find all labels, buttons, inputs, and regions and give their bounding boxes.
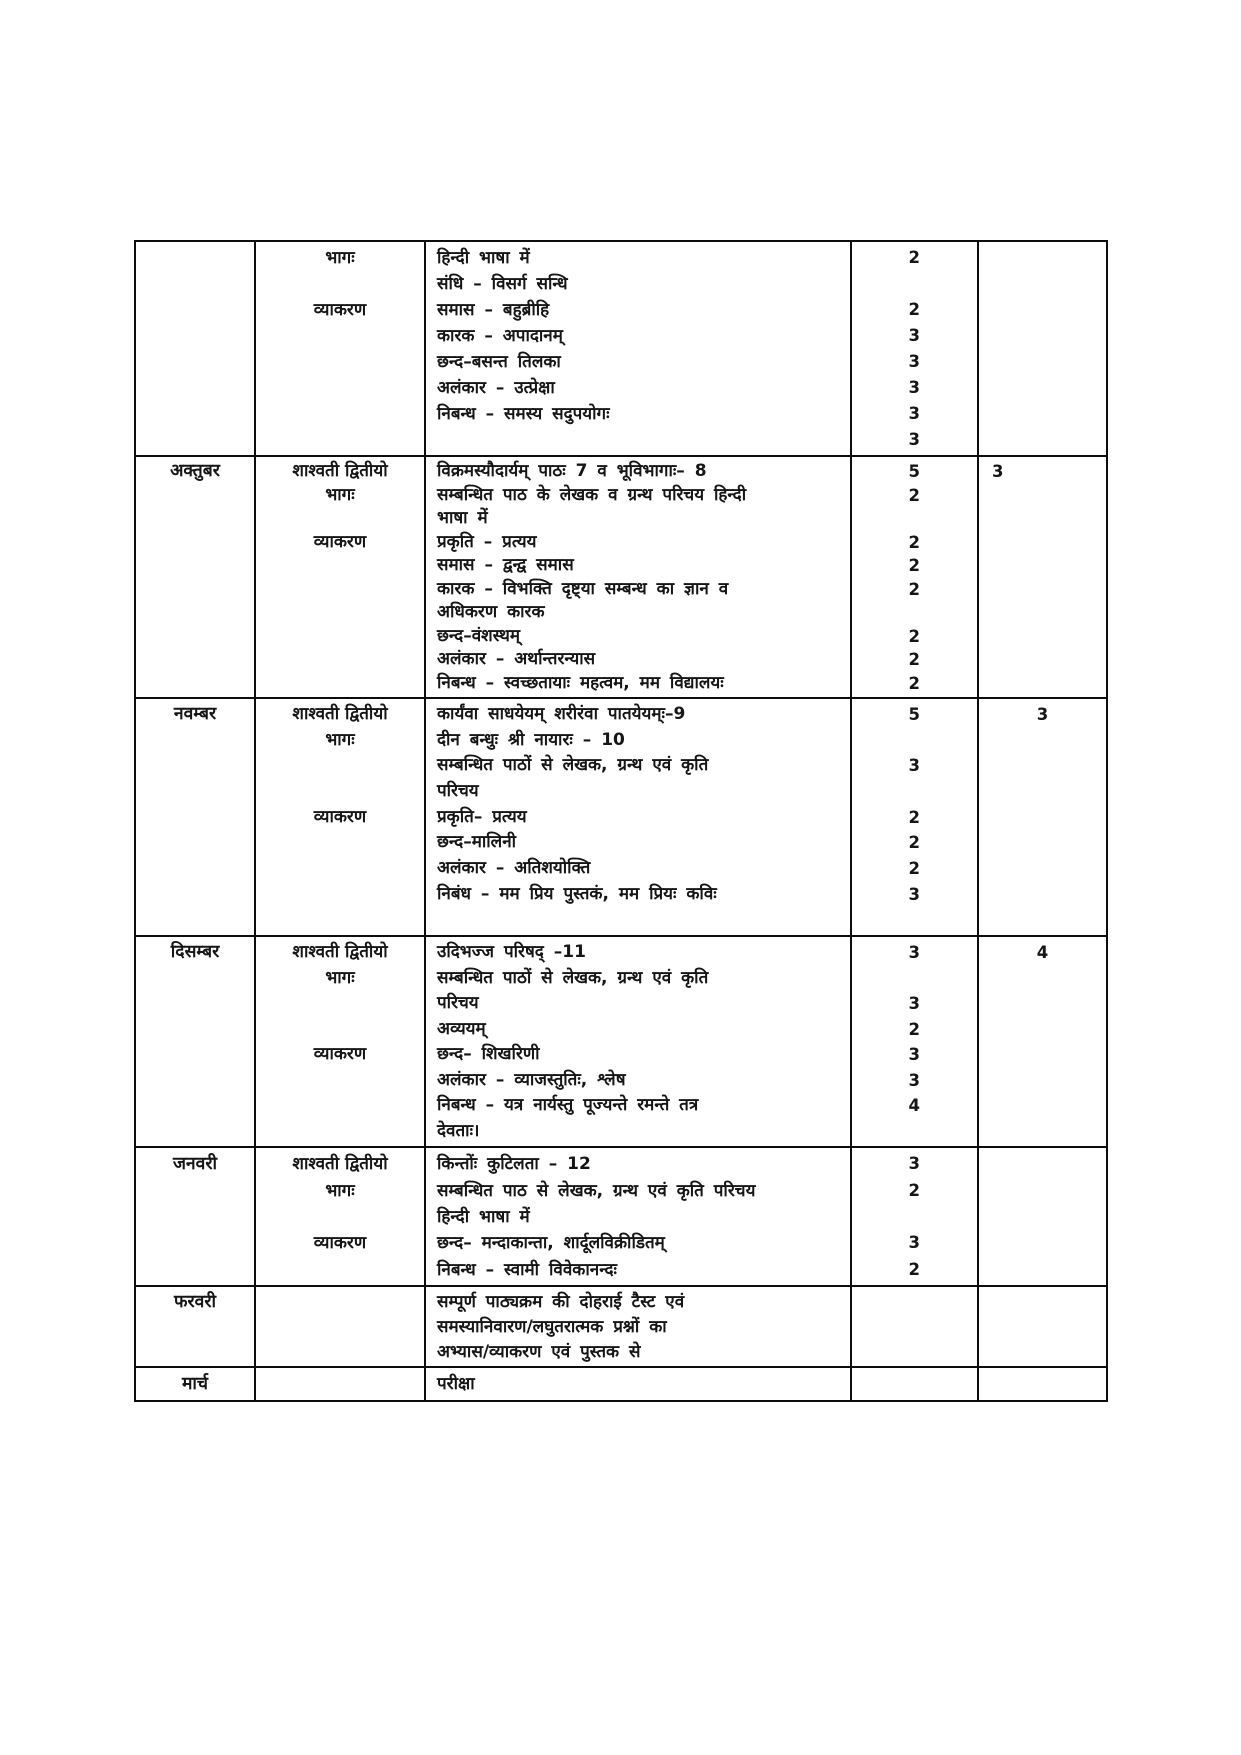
book-line-empty — [256, 554, 424, 578]
month-label: मार्च — [181, 1374, 209, 1395]
content-line: परिचय — [437, 993, 479, 1014]
book-line: भागः — [325, 1180, 355, 1201]
content-line: छन्द– शिखरिणी — [437, 1044, 540, 1065]
content-line: निबंध – मम प्रिय पुस्तकं, मम प्रियः कविः — [437, 883, 717, 904]
tests-value: 4 — [1036, 943, 1049, 963]
book-line-empty — [256, 401, 424, 427]
book-cell — [255, 1147, 425, 1286]
book-line-empty — [256, 1119, 424, 1145]
tests-value-empty — [979, 1371, 1106, 1398]
book-line: भागः — [325, 484, 355, 505]
book-line-empty — [256, 672, 424, 696]
table-row — [135, 698, 1107, 936]
book-line-empty — [256, 1371, 424, 1398]
marks-value-empty — [852, 1315, 977, 1340]
book-line-empty — [256, 601, 424, 625]
content-line: प्रकृति – प्रत्यय — [437, 531, 537, 552]
content-line: सम्बन्धित पाठ के लेखक व ग्रन्थ परिचय हिन्दी — [437, 484, 747, 505]
book-line-empty — [256, 1068, 424, 1094]
content-line-empty — [426, 908, 850, 934]
book-line-empty — [256, 830, 424, 856]
content-line: कारक – विभक्ति दृष्ट्या सम्बन्ध का ज्ञान व — [437, 578, 729, 599]
content-line: कार्यंवा साधयेयम् शरीरंवा पातयेयम्ः–9 — [437, 704, 686, 724]
book-line-empty — [256, 375, 424, 401]
marks-value: 3 — [908, 404, 921, 423]
marks-value: 3 — [908, 352, 921, 371]
content-line: सम्बन्धित पाठों से लेखक, ग्रन्थ एवं कृति — [437, 967, 709, 988]
marks-value-empty — [852, 779, 977, 805]
marks-value: 3 — [908, 326, 921, 345]
tests-value-empty — [979, 245, 1106, 271]
marks-cell — [851, 1147, 978, 1286]
book-line-empty — [256, 271, 424, 297]
content-line: सम्बन्धित पाठों से लेखक, ग्रन्थ एवं कृति — [437, 755, 709, 776]
book-line-empty — [256, 1204, 424, 1230]
month-cell — [135, 1147, 255, 1286]
book-line: भागः — [325, 967, 355, 988]
tests-cell — [978, 241, 1107, 456]
content-line: निबन्ध – समस्य सदुपयोगः — [437, 404, 610, 424]
content-line-empty — [426, 427, 850, 453]
month-cell — [135, 456, 255, 698]
tests-cell — [978, 1286, 1107, 1367]
tests-cell — [978, 936, 1107, 1147]
content-line: अभ्यास/व्याकरण एवं पुस्तक से — [437, 1341, 641, 1362]
month-label-empty — [136, 245, 254, 271]
content-line: छन्द–वंशस्थम् — [437, 625, 521, 646]
table-row — [135, 936, 1107, 1147]
content-line: छन्द–मालिनी — [437, 832, 517, 853]
book-cell — [255, 936, 425, 1147]
book-line-empty — [256, 1315, 424, 1340]
content-cell — [425, 1367, 851, 1401]
marks-value: 5 — [908, 462, 921, 481]
book-line: व्याकरण — [313, 1233, 367, 1254]
book-line: शाश्वती द्वितीयो — [292, 1154, 388, 1175]
table-row — [135, 456, 1107, 698]
book-cell — [255, 1286, 425, 1367]
marks-value: 2 — [908, 556, 921, 575]
book-line-empty — [256, 1017, 424, 1043]
book-line-empty — [256, 578, 424, 602]
content-line: निबन्ध – स्वच्छतायाः महत्वम, मम विद्यालयः — [437, 672, 724, 693]
marks-value-empty — [852, 1290, 977, 1315]
marks-value: 2 — [908, 532, 921, 552]
marks-value: 4 — [908, 1096, 921, 1116]
marks-value: 3 — [908, 884, 921, 904]
tests-cell — [978, 1147, 1107, 1286]
book-line-empty — [256, 349, 424, 375]
content-line: अधिकरण कारक — [437, 602, 545, 622]
content-line: सम्पूर्ण पाठ्यक्रम की दोहराई टैस्ट एवं — [437, 1292, 685, 1313]
marks-value: 3 — [908, 1070, 921, 1090]
book-line: शाश्वती द्वितीयो — [292, 461, 388, 481]
content-line: अलंकार – व्याजस्तुतिः, श्लेष — [437, 1069, 626, 1090]
syllabus-table — [134, 240, 1108, 1402]
book-line-empty — [256, 882, 424, 908]
content-line: समस्यानिवारण/लघुतरात्मक प्रश्नों का — [437, 1316, 667, 1337]
content-line: विक्रमस्यौदार्यम् पाठः 7 व भूविभागाः– 8 — [437, 461, 707, 481]
syllabus-table-body — [135, 241, 1107, 1401]
marks-cell — [851, 1286, 978, 1367]
content-line: उदिभज्ज परिषद् –11 — [437, 942, 586, 963]
book-line-empty — [256, 507, 424, 531]
table-row — [135, 241, 1107, 456]
marks-value: 3 — [908, 1154, 921, 1174]
book-cell — [255, 456, 425, 698]
content-line: हिन्दी भाषा में — [437, 248, 530, 268]
marks-value: 3 — [908, 756, 921, 776]
content-cell — [425, 241, 851, 456]
marks-value-empty — [852, 507, 977, 531]
book-line: व्याकरण — [313, 1044, 367, 1065]
marks-value: 3 — [908, 430, 921, 449]
marks-value: 2 — [908, 1180, 921, 1200]
content-line: छन्द– मन्दाकान्ता, शार्दूलविक्रीडितम् — [437, 1233, 665, 1254]
marks-value: 3 — [908, 1233, 921, 1253]
marks-value-empty — [852, 271, 977, 297]
content-line: निबन्ध – यत्र नार्यस्तु पूज्यन्ते रमन्ते तत्र — [437, 1095, 699, 1116]
month-cell — [135, 1367, 255, 1401]
marks-value: 2 — [908, 1259, 921, 1279]
table-row — [135, 1286, 1107, 1367]
marks-value: 2 — [908, 673, 921, 693]
month-cell — [135, 241, 255, 456]
content-line: अलंकार – अतिशयोक्ति — [437, 858, 591, 879]
marks-value: 2 — [908, 859, 921, 879]
content-line: निबन्ध – स्वामी विवेकानन्दः — [437, 1259, 617, 1280]
month-label: नवम्बर — [173, 704, 217, 724]
month-cell — [135, 936, 255, 1147]
book-line-empty — [256, 427, 424, 453]
marks-value: 2 — [908, 248, 921, 267]
book-line-empty — [256, 753, 424, 779]
content-line: अलंकार – अर्थान्तरन्यास — [437, 649, 596, 669]
marks-value: 2 — [908, 300, 921, 319]
book-cell — [255, 698, 425, 936]
book-cell — [255, 241, 425, 456]
content-line: समास – बहुब्रीहि — [437, 300, 550, 320]
marks-cell — [851, 936, 978, 1147]
content-cell — [425, 456, 851, 698]
marks-value: 2 — [908, 579, 921, 599]
marks-value: 3 — [908, 378, 921, 397]
marks-cell — [851, 698, 978, 936]
tests-value-empty — [979, 1151, 1106, 1177]
content-line: भाषा में — [437, 508, 488, 528]
content-line: सम्बन्धित पाठ से लेखक, ग्रन्थ एवं कृति परिचय — [437, 1180, 756, 1201]
book-line-empty — [256, 648, 424, 672]
book-line-empty — [256, 1093, 424, 1119]
marks-value: 2 — [908, 650, 921, 669]
content-line: अव्ययम् — [437, 1018, 486, 1039]
book-line-empty — [256, 625, 424, 649]
tests-value: 3 — [1036, 705, 1049, 724]
marks-value-empty — [852, 1340, 977, 1365]
content-line: परिचय — [437, 781, 479, 802]
month-label: जनवरी — [172, 1154, 218, 1175]
marks-value: 2 — [908, 833, 921, 853]
content-line: अलंकार – उत्प्रेक्षा — [437, 378, 555, 398]
marks-value: 2 — [908, 807, 921, 827]
marks-value-empty — [852, 1204, 977, 1230]
book-line: व्याकरण — [313, 806, 367, 827]
month-cell — [135, 698, 255, 936]
marks-value: 2 — [908, 626, 921, 646]
marks-value-empty — [852, 728, 977, 754]
content-cell — [425, 936, 851, 1147]
month-label: फरवरी — [173, 1292, 217, 1313]
marks-cell — [851, 241, 978, 456]
book-line-empty — [256, 1290, 424, 1315]
marks-value-empty — [852, 908, 977, 934]
book-line-empty — [256, 1340, 424, 1365]
tests-cell — [978, 456, 1107, 698]
content-line: हिन्दी भाषा में — [437, 1206, 530, 1227]
marks-value: 2 — [908, 485, 921, 505]
marks-value: 3 — [908, 943, 921, 963]
book-line: व्याकरण — [313, 300, 367, 320]
book-line: व्याकरण — [313, 531, 367, 552]
content-line: संधि – विसर्ग सन्धि — [437, 274, 568, 294]
book-cell — [255, 1367, 425, 1401]
table-row — [135, 1367, 1107, 1401]
tests-cell — [978, 698, 1107, 936]
content-cell — [425, 1147, 851, 1286]
book-line: भागः — [325, 729, 355, 750]
content-line: दीन बन्धुः श्री नायारः – 10 — [437, 729, 625, 750]
tests-value: 3 — [992, 462, 1004, 481]
month-cell — [135, 1286, 255, 1367]
content-line: समास – द्वन्द्व समास — [437, 555, 574, 575]
book-line-empty — [256, 1257, 424, 1283]
content-line: किन्तोंः कुटिलता – 12 — [437, 1154, 591, 1175]
tests-cell — [978, 1367, 1107, 1401]
book-line: शाश्वती द्वितीयो — [292, 942, 388, 963]
content-line: परीक्षा — [437, 1374, 475, 1395]
marks-value: 3 — [908, 1045, 921, 1065]
marks-value-empty — [852, 966, 977, 992]
book-line-empty — [256, 991, 424, 1017]
marks-cell — [851, 1367, 978, 1401]
book-line-empty — [256, 779, 424, 805]
book-line: शाश्वती द्वितीयो — [292, 704, 388, 724]
month-label: दिसम्बर — [170, 942, 220, 963]
marks-cell — [851, 456, 978, 698]
marks-value-empty — [852, 601, 977, 625]
marks-value-empty — [852, 1119, 977, 1145]
content-line: देवताः। — [437, 1120, 480, 1141]
book-line: भागः — [325, 248, 355, 268]
table-row — [135, 1147, 1107, 1286]
month-label: अक्तुबर — [170, 461, 220, 481]
content-line: प्रकृति– प्रत्यय — [437, 806, 527, 827]
book-line-empty — [256, 908, 424, 934]
book-line-empty — [256, 856, 424, 882]
marks-value: 5 — [908, 705, 921, 724]
tests-value-empty — [979, 1290, 1106, 1315]
content-line: छन्द–बसन्त तिलका — [437, 352, 561, 372]
content-cell — [425, 698, 851, 936]
content-line: कारक – अपादानम् — [437, 326, 563, 346]
marks-value: 3 — [908, 994, 921, 1014]
content-cell — [425, 1286, 851, 1367]
marks-value-empty — [852, 1371, 977, 1398]
marks-value: 2 — [908, 1019, 921, 1039]
book-line-empty — [256, 323, 424, 349]
